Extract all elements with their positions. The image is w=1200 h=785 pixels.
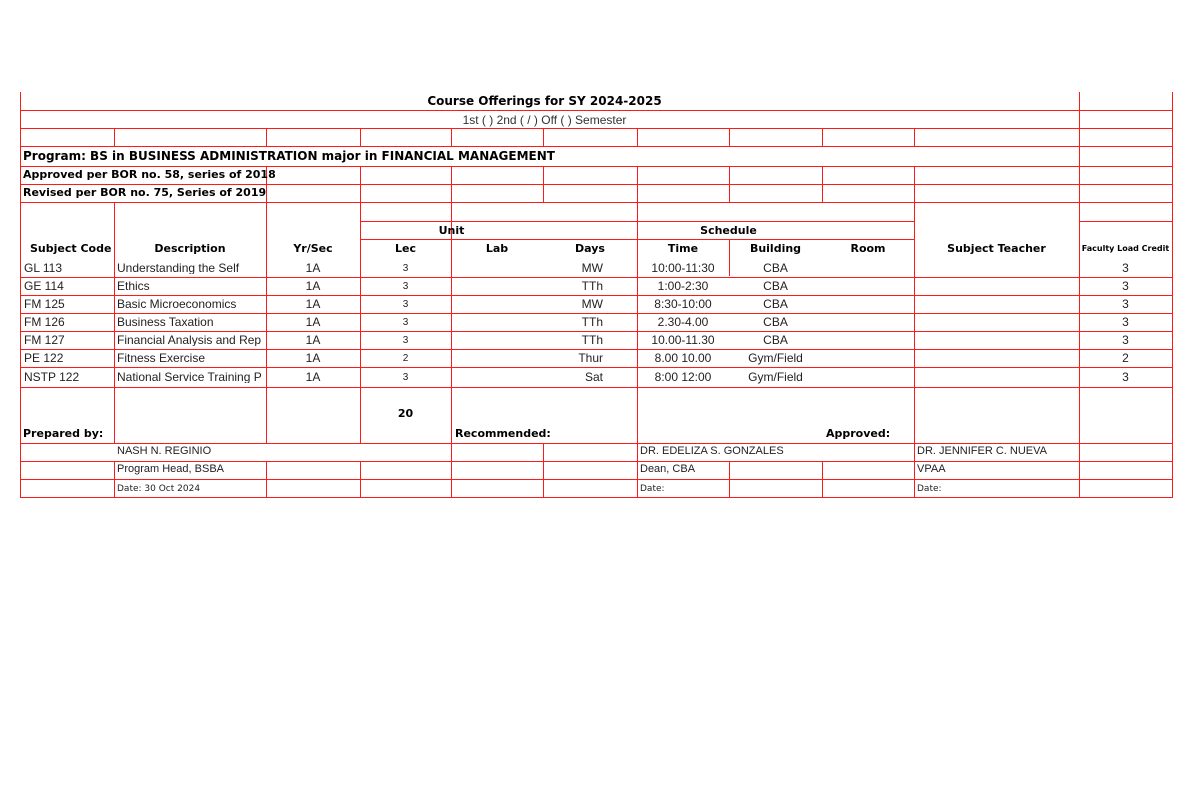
cell-credit: 3 — [1122, 333, 1129, 347]
unit-group-header: Unit — [438, 224, 465, 237]
approved-label: Approved: — [826, 427, 891, 440]
cell-code: GE 114 — [24, 279, 64, 293]
cell-days: Sat — [584, 370, 603, 384]
cell-time: 1:00-2:30 — [657, 279, 709, 293]
revised-bor-note: Revised per BOR no. 75, Series of 2019 — [23, 186, 267, 199]
cell-description: Fitness Exercise — [117, 352, 206, 364]
header-time: Time — [667, 242, 699, 255]
cell-yr-sec: 1A — [305, 261, 321, 275]
cell-yr-sec: 1A — [305, 297, 321, 311]
cell-yr-sec: 1A — [305, 370, 321, 384]
cell-days: TTh — [581, 333, 603, 347]
cell-description: Basic Microeconomics — [117, 298, 237, 310]
recommended-title: Dean, CBA — [640, 463, 696, 475]
cell-days: MW — [581, 297, 603, 311]
cell-code: FM 125 — [24, 297, 65, 311]
recommended-label: Recommended: — [455, 427, 551, 440]
header-faculty-load-credit: Faculty Load Credit — [1081, 244, 1170, 253]
recommended-name: DR. EDELIZA S. GONZALES — [640, 445, 784, 457]
prepared-date: Date: 30 Oct 2024 — [117, 484, 201, 494]
program-title: Program: BS in BUSINESS ADMINISTRATION major in FINANCIAL MANAGEMENT — [23, 149, 555, 163]
cell-lec: 2 — [402, 353, 409, 364]
header-building: Building — [749, 242, 802, 255]
cell-description: Ethics — [117, 280, 150, 292]
cell-lec: 3 — [402, 281, 409, 292]
cell-credit: 3 — [1122, 315, 1129, 329]
header-subject-teacher: Subject Teacher — [947, 242, 1046, 255]
cell-lec: 3 — [402, 317, 409, 328]
cell-building: Gym/Field — [748, 351, 803, 365]
cell-building: CBA — [763, 333, 788, 347]
header-room: Room — [850, 242, 886, 255]
recommended-date: Date: — [640, 484, 665, 494]
sheet-title: Course Offerings for SY 2024-2025 — [427, 94, 662, 108]
header-description: Description — [154, 242, 226, 255]
cell-time: 8:30-10:00 — [654, 297, 712, 311]
cell-days: TTh — [581, 279, 603, 293]
cell-code: FM 126 — [24, 315, 65, 329]
cell-credit: 3 — [1122, 370, 1129, 384]
header-days: Days — [575, 242, 605, 255]
cell-credit: 3 — [1122, 261, 1129, 275]
cell-description: Business Taxation — [117, 316, 214, 328]
cell-yr-sec: 1A — [305, 351, 321, 365]
approved-title: VPAA — [917, 463, 946, 475]
cell-days: TTh — [581, 315, 603, 329]
prepared-by-label: Prepared by: — [23, 427, 104, 440]
cell-lec: 3 — [402, 263, 409, 274]
cell-time: 10:00-11:30 — [651, 261, 715, 275]
approved-bor-note: Approved per BOR no. 58, series of 2018 — [23, 168, 276, 181]
cell-yr-sec: 1A — [305, 333, 321, 347]
semester-line: 1st ( ) 2nd ( / ) Off ( ) Semester — [462, 113, 627, 127]
cell-time: 2.30-4.00 — [657, 315, 709, 329]
cell-code: FM 127 — [24, 333, 65, 347]
cell-building: CBA — [763, 261, 788, 275]
cell-credit: 3 — [1122, 297, 1129, 311]
cell-description: National Service Training P — [117, 371, 262, 383]
prepared-title: Program Head, BSBA — [117, 463, 224, 475]
cell-description: Understanding the Self — [117, 262, 240, 274]
cell-time: 8:00 12:00 — [654, 370, 712, 384]
cell-days: MW — [581, 261, 603, 275]
cell-lec: 3 — [402, 335, 409, 346]
cell-credit: 3 — [1122, 279, 1129, 293]
header-subject-code: Subject Code — [30, 242, 112, 255]
cell-lec: 3 — [402, 299, 409, 310]
header-lec: Lec — [395, 242, 416, 255]
cell-time: 8.00 10.00 — [654, 351, 712, 365]
cell-yr-sec: 1A — [305, 279, 321, 293]
approved-date: Date: — [917, 484, 942, 494]
cell-yr-sec: 1A — [305, 315, 321, 329]
cell-code: NSTP 122 — [24, 370, 80, 384]
cell-days: Thur — [578, 351, 603, 365]
total-lec-units: 20 — [397, 407, 414, 420]
cell-code: GL 113 — [24, 261, 63, 275]
cell-building: CBA — [763, 315, 788, 329]
schedule-group-header: Schedule — [700, 224, 757, 237]
cell-description: Financial Analysis and Rep — [117, 334, 262, 346]
cell-code: PE 122 — [24, 351, 64, 365]
header-lab: Lab — [485, 242, 509, 255]
cell-time: 10.00-11.30 — [651, 333, 715, 347]
approved-name: DR. JENNIFER C. NUEVA — [917, 445, 1047, 457]
cell-building: CBA — [763, 297, 788, 311]
header-yr-sec: Yr/Sec — [293, 242, 333, 255]
prepared-name: NASH N. REGINIO — [117, 445, 212, 457]
cell-building: Gym/Field — [748, 370, 803, 384]
cell-lec: 3 — [402, 372, 409, 383]
cell-building: CBA — [763, 279, 788, 293]
cell-credit: 2 — [1122, 351, 1129, 365]
